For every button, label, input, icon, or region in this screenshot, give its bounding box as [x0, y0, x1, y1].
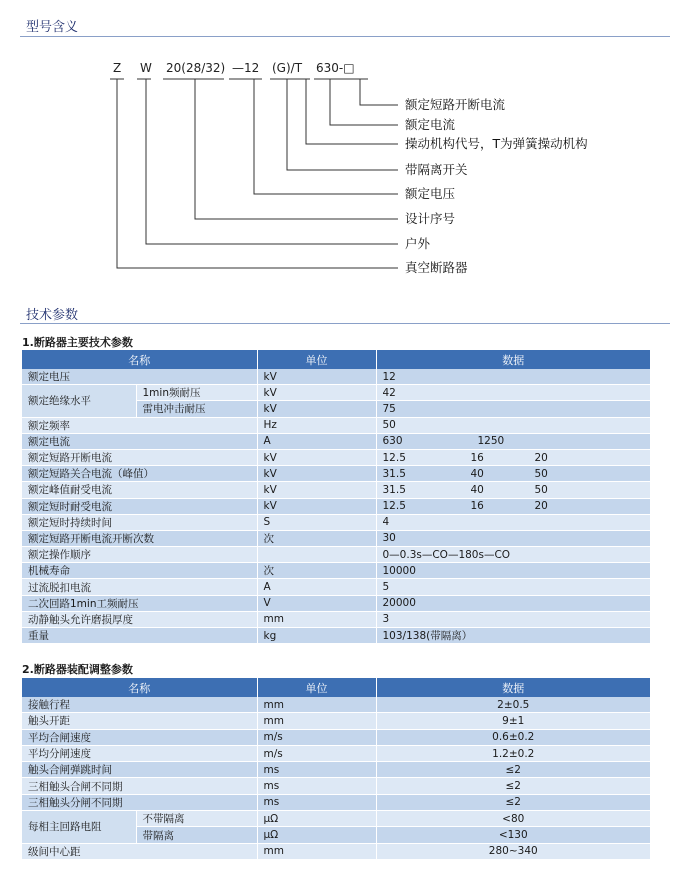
row-value	[376, 579, 650, 595]
row-unit: m/s	[257, 745, 376, 761]
value: 5	[382, 581, 390, 594]
value: 20	[534, 451, 548, 464]
row-unit: kV	[257, 466, 376, 482]
row-value: 1.2±0.2	[376, 745, 650, 761]
table-row	[22, 466, 650, 482]
value: 12.5	[382, 451, 406, 464]
row-name: 接触行程	[22, 697, 257, 713]
row-unit: A	[257, 433, 376, 449]
code-part-series: 20(28/32)	[166, 61, 226, 75]
tech-section-title: 技术参数	[26, 308, 79, 323]
row-unit: S	[257, 514, 376, 530]
table-row	[22, 811, 650, 827]
row-sub-name: 不带隔离	[136, 811, 257, 827]
row-name: 触头合闸弹跳时间	[22, 762, 257, 778]
row-unit: m/s	[257, 729, 376, 745]
row-value: ≤2	[376, 794, 650, 810]
code-part-w: W	[140, 61, 152, 75]
label-design-serial: 设计序号	[405, 211, 456, 226]
row-unit: μΩ	[257, 811, 376, 827]
table1-subtitle: 1.断路器主要技术参数	[22, 336, 133, 349]
row-value	[376, 449, 650, 465]
row-unit: kV	[257, 449, 376, 465]
row-unit: ms	[257, 794, 376, 810]
value: 75	[382, 402, 396, 415]
value: 31.5	[382, 467, 406, 480]
header-name: 名称	[22, 678, 257, 697]
row-value	[376, 466, 650, 482]
row-name: 每相主回路电阻	[22, 811, 136, 844]
row-value	[376, 628, 650, 644]
code-part-current: 630-□	[316, 61, 355, 75]
row-name: 重量	[22, 628, 257, 644]
table-row	[22, 595, 650, 611]
row-name: 额定短路开断电流	[22, 449, 257, 465]
table-row	[22, 794, 650, 810]
row-name: 额定峰值耐受电流	[22, 482, 257, 498]
table2-subtitle: 2.断路器装配调整参数	[22, 663, 133, 676]
row-sub-name: 雷电冲击耐压	[136, 401, 257, 417]
table-row	[22, 697, 650, 713]
header-name: 名称	[22, 350, 257, 369]
row-value: 0.6±0.2	[376, 729, 650, 745]
row-name: 额定电流	[22, 433, 257, 449]
row-sub-name: 带隔离	[136, 827, 257, 843]
label-rated-current: 额定电流	[405, 117, 456, 132]
row-value	[376, 369, 650, 385]
row-unit: V	[257, 595, 376, 611]
row-value: ≤2	[376, 762, 650, 778]
tech-section-header	[20, 298, 670, 328]
row-name: 机械寿命	[22, 563, 257, 579]
row-unit: kV	[257, 482, 376, 498]
value: 16	[470, 500, 484, 513]
table-row	[22, 713, 650, 729]
table-row	[22, 433, 650, 449]
label-outdoor: 户外	[405, 236, 431, 251]
table-row	[22, 579, 650, 595]
table-row	[22, 547, 650, 563]
row-name: 级间中心距	[22, 843, 257, 859]
row-name: 额定操作顺序	[22, 547, 257, 563]
row-unit: kg	[257, 628, 376, 644]
value: 630	[382, 435, 403, 448]
row-value	[376, 385, 650, 401]
table-row	[22, 762, 650, 778]
row-name: 平均合闸速度	[22, 729, 257, 745]
label-mechanism-code: 操动机构代号，T为弹簧操动机构	[405, 136, 588, 151]
code-part-mechanism: (G)/T	[272, 61, 303, 75]
value: 31.5	[382, 483, 406, 496]
code-part-voltage: —12	[232, 61, 260, 75]
table-header-row	[22, 350, 650, 369]
row-value: <130	[376, 827, 650, 843]
row-unit: mm	[257, 611, 376, 627]
row-name: 额定短时耐受电流	[22, 498, 257, 514]
row-value: 2±0.5	[376, 697, 650, 713]
row-unit: Hz	[257, 417, 376, 433]
table-row	[22, 745, 650, 761]
header-data: 数据	[376, 678, 650, 697]
value: 50	[534, 483, 548, 496]
row-name: 二次回路1min工频耐压	[22, 595, 257, 611]
row-name: 三相触头分闸不同期	[22, 794, 257, 810]
tech-section-rule	[20, 323, 670, 324]
row-name: 平均分闸速度	[22, 745, 257, 761]
label-vacuum-breaker: 真空断路器	[405, 260, 468, 275]
value: 1250	[477, 435, 505, 448]
row-name: 额定短路开断电流开断次数	[22, 530, 257, 546]
value: 16	[470, 451, 484, 464]
row-unit: 次	[257, 530, 376, 546]
row-name: 动静触头允许磨损厚度	[22, 611, 257, 627]
header-unit: 单位	[257, 678, 376, 697]
row-value: 280~340	[376, 843, 650, 859]
value: 20	[534, 500, 548, 513]
row-unit: kV	[257, 498, 376, 514]
row-name: 过流脱扣电流	[22, 579, 257, 595]
value: 103/138(带隔离）	[382, 630, 473, 643]
main-parameters-table	[22, 350, 650, 644]
row-value	[376, 417, 650, 433]
row-unit: A	[257, 579, 376, 595]
row-value	[376, 401, 650, 417]
row-unit: ms	[257, 778, 376, 794]
row-unit: kV	[257, 369, 376, 385]
row-unit: μΩ	[257, 827, 376, 843]
table-row	[22, 449, 650, 465]
code-part-z: Z	[113, 61, 122, 75]
table-row	[22, 369, 650, 385]
value: 12.5	[382, 500, 406, 513]
table-row	[22, 385, 650, 401]
row-value	[376, 530, 650, 546]
model-section-title: 型号含义	[26, 20, 79, 35]
row-name: 触头开距	[22, 713, 257, 729]
value: 40	[470, 467, 484, 480]
row-unit: kV	[257, 385, 376, 401]
row-value: 9±1	[376, 713, 650, 729]
table-row	[22, 729, 650, 745]
row-value: ≤2	[376, 778, 650, 794]
row-unit: mm	[257, 713, 376, 729]
value: 10000	[382, 564, 416, 577]
table-row	[22, 417, 650, 433]
table-row	[22, 563, 650, 579]
row-name: 额定短时持续时间	[22, 514, 257, 530]
label-rated-voltage: 额定电压	[405, 186, 456, 201]
row-value	[376, 514, 650, 530]
table-row	[22, 611, 650, 627]
header-data: 数据	[376, 350, 650, 369]
row-unit	[257, 547, 376, 563]
row-value: <80	[376, 811, 650, 827]
table-row	[22, 498, 650, 514]
value: 30	[382, 532, 396, 545]
table-row	[22, 628, 650, 644]
value: 50	[534, 467, 548, 480]
row-value	[376, 563, 650, 579]
table-row	[22, 514, 650, 530]
value: 4	[382, 516, 390, 529]
value: 42	[382, 386, 396, 399]
label-rated-short-circuit-breaking-current: 额定短路开断电流	[405, 97, 506, 112]
row-unit: kV	[257, 401, 376, 417]
table-row	[22, 482, 650, 498]
row-unit: mm	[257, 697, 376, 713]
value: 40	[470, 483, 484, 496]
table-row	[22, 530, 650, 546]
row-value	[376, 547, 650, 563]
row-value	[376, 595, 650, 611]
table-header-row	[22, 678, 650, 697]
label-isolating-switch: 带隔离开关	[405, 162, 468, 177]
row-name: 额定电压	[22, 369, 257, 385]
value: 20000	[382, 597, 416, 610]
row-value	[376, 482, 650, 498]
row-unit: mm	[257, 843, 376, 859]
table-row	[22, 843, 650, 859]
row-unit: ms	[257, 762, 376, 778]
row-name: 额定绝缘水平	[22, 385, 136, 417]
table-row	[22, 778, 650, 794]
value: 50	[382, 419, 396, 432]
row-value	[376, 611, 650, 627]
value: 0—0.3s—CO—180s—CO	[382, 548, 511, 561]
header-unit: 单位	[257, 350, 376, 369]
value: 12	[382, 370, 396, 383]
assembly-parameters-table	[22, 678, 650, 860]
row-name: 额定频率	[22, 417, 257, 433]
row-sub-name: 1min频耐压	[136, 385, 257, 401]
row-name: 三相触头合闸不同期	[22, 778, 257, 794]
row-unit: 次	[257, 563, 376, 579]
value: 3	[382, 613, 390, 626]
row-name: 额定短路关合电流（峰值）	[22, 466, 257, 482]
row-value	[376, 498, 650, 514]
row-value	[376, 433, 650, 449]
